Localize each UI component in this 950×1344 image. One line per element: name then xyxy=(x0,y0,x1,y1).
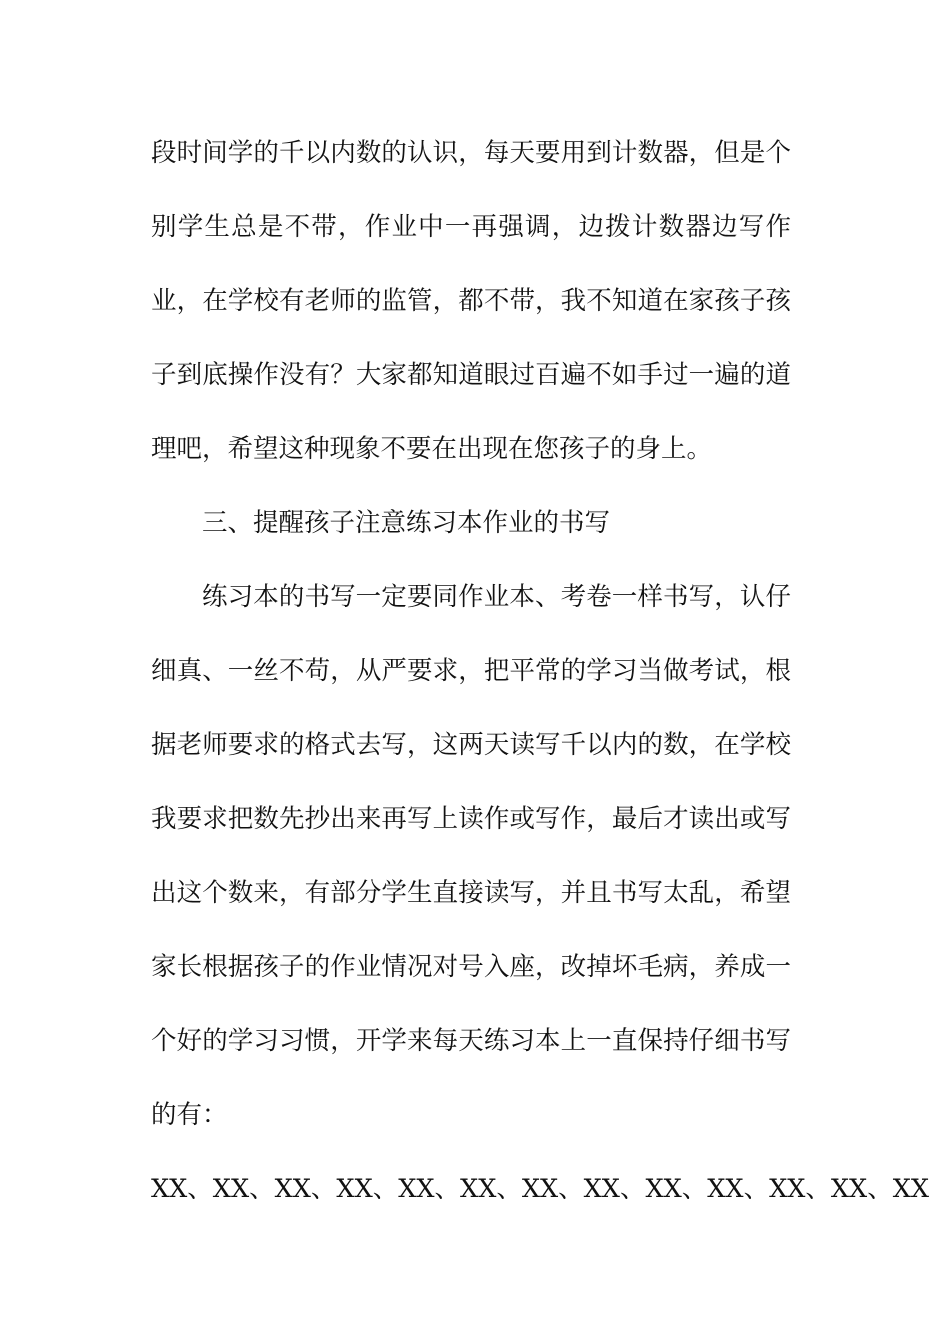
paragraph-line-12: 个好的学习习惯，开学来每天练习本上一直保持仔细书写 xyxy=(151,1026,791,1056)
names-list-line: XX、XX、XX、XX、XX、XX、XX、XX、XX、XX、XX、XX、XX xyxy=(151,1174,929,1204)
paragraph-line-9: 我要求把数先抄出来再写上读作或写作，最后才读出或写 xyxy=(151,804,791,834)
paragraph-line-13: 的有： xyxy=(151,1100,228,1130)
paragraph-line-3: 业，在学校有老师的监管，都不带，我不知道在家孩子孩 xyxy=(151,286,791,316)
paragraph-line-10: 出这个数来，有部分学生直接读写，并且书写太乱，希望 xyxy=(151,878,791,908)
paragraph-line-11: 家长根据孩子的作业情况对号入座，改掉坏毛病，养成一 xyxy=(151,952,791,982)
paragraph-line-7: 细真、一丝不苟，从严要求，把平常的学习当做考试，根 xyxy=(151,656,791,686)
paragraph-line-5: 理吧，希望这种现象不要在出现在您孩子的身上。 xyxy=(151,434,713,464)
paragraph-line-4: 子到底操作没有？大家都知道眼过百遍不如手过一遍的道 xyxy=(151,360,791,390)
section-heading: 三、提醒孩子注意练习本作业的书写 xyxy=(202,508,611,538)
paragraph-line-1: 段时间学的千以内数的认识，每天要用到计数器，但是个 xyxy=(151,138,791,168)
paragraph-line-8: 据老师要求的格式去写，这两天读写千以内的数，在学校 xyxy=(151,730,791,760)
paragraph-line-2: 别学生总是不带，作业中一再强调，边拨计数器边写作 xyxy=(151,212,791,242)
paragraph-line-6: 练习本的书写一定要同作业本、考卷一样书写，认仔 xyxy=(202,582,791,612)
